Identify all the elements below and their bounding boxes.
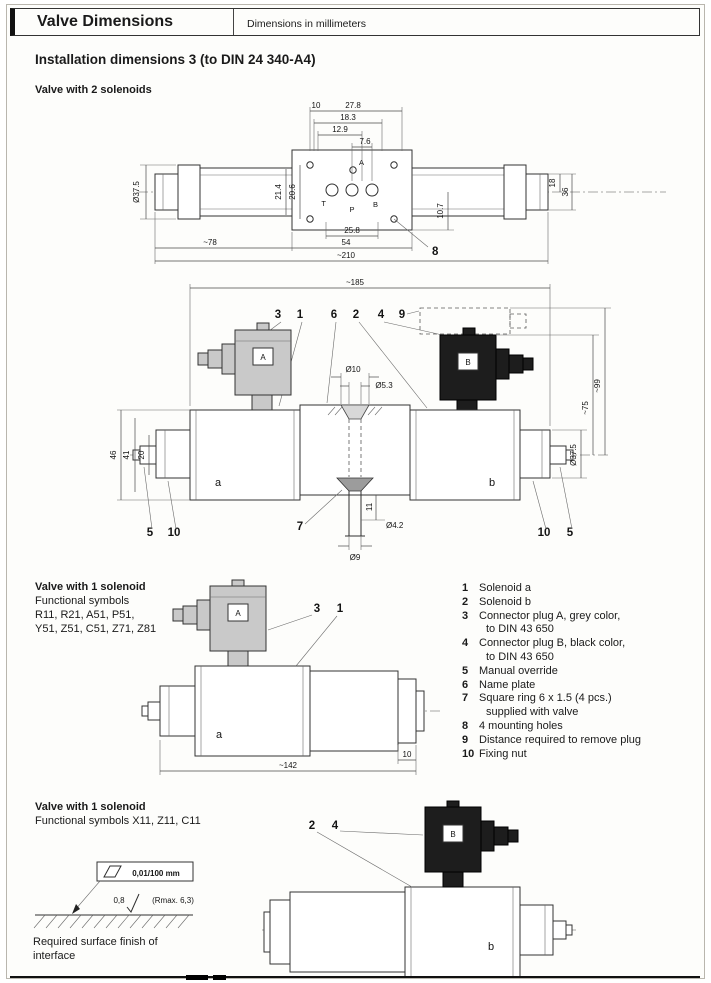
callout-10-right: 10 [537, 527, 551, 539]
port-label-p: P [349, 205, 355, 214]
manual-override [520, 905, 572, 955]
callout-5-left: 5 [146, 527, 154, 539]
functional-symbols-line3: Y51, Z51, C51, Z71, Z81 [35, 623, 157, 635]
dim-dia-9: Ø9 [349, 553, 361, 562]
dim-46: 46 [109, 450, 118, 460]
dim-27-8: 27.8 [345, 101, 361, 110]
dim-10-plate: 10 [402, 750, 412, 759]
solenoid-a-label: a [215, 477, 222, 489]
dim-78: ~78 [203, 238, 217, 247]
callout-7: 7 [296, 521, 304, 533]
dim-7-6: 7.6 [359, 137, 371, 146]
callout-8: 8 [432, 246, 439, 258]
functional-symbols-line2: R11, R21, A51, P51, [35, 609, 135, 621]
plug-a-label: A [260, 353, 266, 362]
roughness-max: (Rmax. 6,3) [152, 896, 194, 905]
solenoid-b-label: b [488, 941, 495, 953]
header-subtitle: Dimensions in millimeters [247, 18, 367, 30]
legend-item-6: 6 Name plate [462, 678, 536, 691]
callout-1: 1 [296, 309, 304, 321]
legend-item-5: 5 Manual override [462, 664, 558, 677]
dim-36: 36 [561, 187, 570, 197]
footer-mark [186, 975, 208, 980]
callout-4: 4 [331, 820, 339, 832]
callout-3: 3 [313, 603, 321, 615]
dim-dia-10: Ø10 [345, 365, 361, 374]
functional-symbols-x: Functional symbols X11, Z11, C11 [35, 815, 201, 827]
solenoid-a [195, 666, 310, 756]
section-title: Installation dimensions 3 (to DIN 24 340-A4) [35, 52, 316, 67]
port-label-t: T [321, 199, 326, 208]
header [10, 8, 700, 36]
legend-item-9: 9 Distance required to remove plug [462, 733, 642, 746]
dim-54: 54 [341, 238, 351, 247]
connector-plug-a [198, 323, 291, 410]
callout-4: 4 [377, 309, 385, 321]
plug-b-label: B [450, 830, 456, 839]
label-valve-1-solenoid-2: Valve with 1 solenoid [35, 801, 146, 813]
dim-dia-37-5-front: Ø37.5 [569, 444, 578, 466]
page-title: Valve Dimensions [37, 13, 174, 30]
surface-finish-symbol [25, 850, 240, 950]
legend-item-10: 10 Fixing nut [462, 747, 527, 760]
dim-25-8: 25.8 [344, 226, 360, 235]
dim-12-9: 12.9 [332, 125, 348, 134]
dim-75: ~75 [581, 401, 590, 415]
flatness-tolerance: 0,01/100 mm [132, 869, 180, 878]
dim-18-3: 18.3 [340, 113, 356, 122]
legend-item-1: 1 Solenoid a [462, 582, 531, 594]
surface-finish-caption: Required surface finish of interface [33, 936, 158, 962]
legend [462, 582, 700, 761]
callout-3: 3 [274, 309, 282, 321]
dim-20: 20 [137, 450, 146, 460]
dim-11: 11 [365, 502, 374, 512]
callout-10-left: 10 [167, 527, 181, 539]
valve-body [264, 892, 405, 972]
solenoid-b-label: b [489, 477, 496, 489]
dim-185: ~185 [345, 278, 365, 287]
solenoid-a [190, 410, 300, 500]
dim-dia-37-5: Ø37.5 [132, 181, 141, 203]
single-solenoid-text-2 [35, 800, 201, 828]
solenoid-left-top [155, 165, 292, 219]
dim-18: 18 [548, 178, 557, 188]
dim-10: 10 [311, 101, 321, 110]
single-solenoid-drawing-1 [140, 578, 480, 793]
legend-item-7: 7 Square ring 6 x 1.5 (4 pcs.) supplied with valve [462, 692, 612, 719]
callout-6: 6 [330, 309, 338, 321]
solenoid-b [410, 410, 520, 500]
dim-dia-5-3: Ø5.3 [375, 381, 393, 390]
legend-item-2: 2 Solenoid b [462, 595, 531, 608]
manual-override [142, 686, 195, 736]
footer-line [10, 976, 700, 978]
dim-20-6: 20.6 [288, 184, 297, 200]
valve-body [310, 671, 424, 751]
dim-41: 41 [122, 450, 131, 460]
legend-item-4: 4 Connector plug B, black color, to DIN 43 650 [462, 637, 626, 663]
solenoid-right-top [412, 165, 548, 219]
solenoid-a-label: a [216, 729, 223, 741]
single-solenoid-text [35, 580, 156, 636]
valve-body-front [300, 405, 410, 536]
roughness-symbol-icon [127, 894, 139, 912]
dim-21-4: 21.4 [274, 184, 283, 200]
legend-item-8: 8 4 mounting holes [462, 719, 563, 732]
roughness-value: 0,8 [113, 896, 125, 905]
dim-dia-4-2: Ø4.2 [386, 521, 404, 530]
label-valve-2-solenoids: Valve with 2 solenoids [35, 84, 152, 96]
legend-item-3: 3 Connector plug A, grey color, to DIN 43 650 [462, 609, 621, 636]
dim-142: ~142 [278, 761, 298, 770]
port-label-b: B [373, 200, 379, 209]
plug-b-label: B [465, 358, 471, 367]
header-divider [233, 9, 234, 35]
dim-10-7: 10.7 [436, 203, 445, 219]
functional-symbols-line1: Functional symbols [35, 595, 130, 607]
callout-2: 2 [308, 820, 316, 832]
dim-99: ~99 [593, 379, 602, 393]
plug-a-label: A [235, 609, 241, 618]
dim-210: ~210 [336, 251, 356, 260]
top-view-drawing [110, 95, 690, 285]
single-solenoid-drawing-2 [260, 795, 605, 981]
callout-2: 2 [352, 309, 360, 321]
label-valve-1-solenoid: Valve with 1 solenoid [35, 581, 146, 593]
connector-plug-a [173, 580, 266, 666]
front-view-drawing [95, 278, 670, 570]
connector-plug-b [440, 328, 533, 410]
callout-9: 9 [398, 309, 406, 321]
callout-5-right: 5 [566, 527, 574, 539]
connector-plug-b [425, 801, 518, 887]
footer-mark [213, 975, 226, 980]
manual-override-right [520, 430, 573, 478]
callout-1: 1 [336, 603, 344, 615]
solenoid-b [405, 887, 520, 977]
port-label-a: A [359, 158, 365, 167]
surface-hatching [34, 915, 189, 928]
